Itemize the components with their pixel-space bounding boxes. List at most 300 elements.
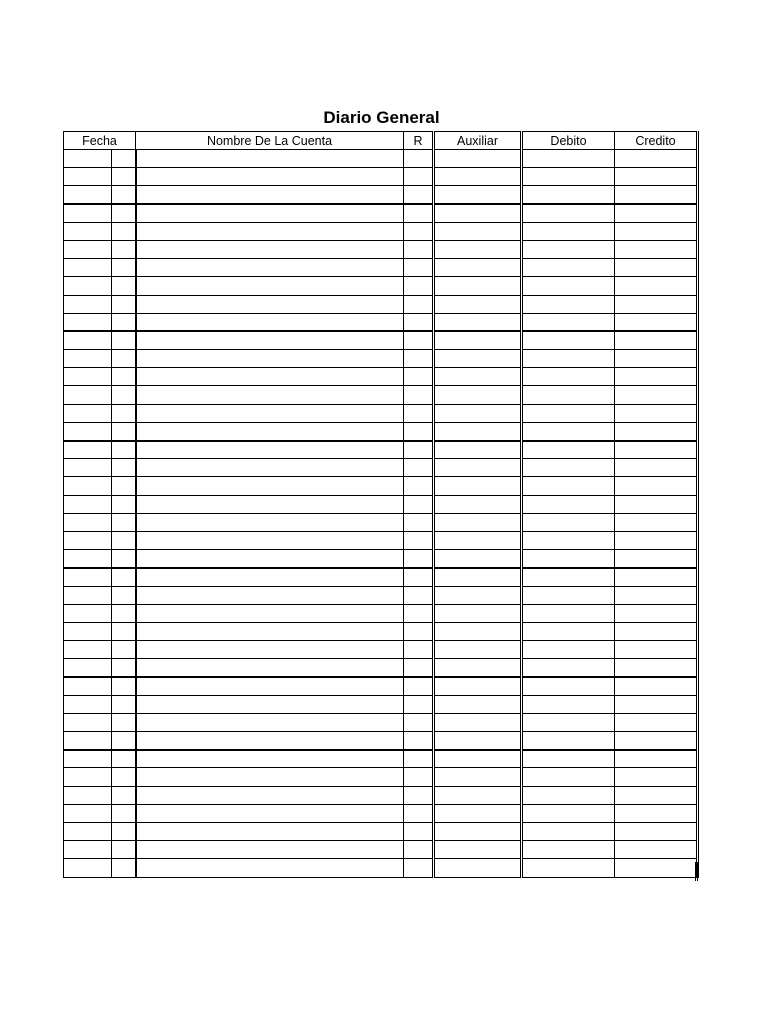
cell-fecha-day[interactable] [112,568,136,586]
cell-debito[interactable] [522,568,615,586]
cell-nombre-de-la-cuenta[interactable] [136,659,404,677]
cell-debito[interactable] [522,695,615,713]
cell-credito[interactable] [615,240,698,258]
cell-nombre-de-la-cuenta[interactable] [136,150,404,168]
cell-nombre-de-la-cuenta[interactable] [136,695,404,713]
cell-r[interactable] [404,404,434,422]
cell-nombre-de-la-cuenta[interactable] [136,204,404,222]
cell-fecha-day[interactable] [112,404,136,422]
cell-fecha-day[interactable] [112,786,136,804]
cell-fecha-month[interactable] [64,732,112,750]
cell-r[interactable] [404,695,434,713]
cell-fecha-day[interactable] [112,586,136,604]
cell-credito[interactable] [615,441,698,459]
column-header-nombre-de-la-cuenta: Nombre De La Cuenta [136,132,404,150]
cell-r[interactable] [404,750,434,768]
cell-fecha-day[interactable] [112,713,136,731]
table-row [64,677,698,695]
cell-credito[interactable] [615,313,698,331]
cell-fecha-day[interactable] [112,313,136,331]
cell-r[interactable] [404,331,434,349]
cell-auxiliar[interactable] [434,550,522,568]
cell-debito[interactable] [522,586,615,604]
cell-credito[interactable] [615,550,698,568]
cell-credito[interactable] [615,677,698,695]
cell-auxiliar[interactable] [434,822,522,840]
cell-fecha-day[interactable] [112,477,136,495]
cell-debito[interactable] [522,531,615,549]
cell-debito[interactable] [522,750,615,768]
cell-fecha-day[interactable] [112,622,136,640]
cell-auxiliar[interactable] [434,586,522,604]
cell-fecha-month[interactable] [64,786,112,804]
cell-r[interactable] [404,459,434,477]
cell-fecha-month[interactable] [64,841,112,859]
cell-credito[interactable] [615,604,698,622]
cell-fecha-day[interactable] [112,331,136,349]
cell-nombre-de-la-cuenta[interactable] [136,550,404,568]
cell-credito[interactable] [615,386,698,404]
cell-fecha-day[interactable] [112,804,136,822]
cell-r[interactable] [404,659,434,677]
cell-fecha-month[interactable] [64,186,112,204]
cell-auxiliar[interactable] [434,477,522,495]
cell-r[interactable] [404,350,434,368]
cell-debito[interactable] [522,477,615,495]
cell-nombre-de-la-cuenta[interactable] [136,295,404,313]
cell-fecha-day[interactable] [112,150,136,168]
cell-debito[interactable] [522,495,615,513]
cell-nombre-de-la-cuenta[interactable] [136,277,404,295]
cell-fecha-day[interactable] [112,768,136,786]
cell-nombre-de-la-cuenta[interactable] [136,477,404,495]
cell-fecha-month[interactable] [64,604,112,622]
cell-r[interactable] [404,822,434,840]
cell-credito[interactable] [615,586,698,604]
cell-auxiliar[interactable] [434,222,522,240]
cell-auxiliar[interactable] [434,240,522,258]
cell-debito[interactable] [522,713,615,731]
cell-r[interactable] [404,513,434,531]
cell-fecha-month[interactable] [64,204,112,222]
cell-nombre-de-la-cuenta[interactable] [136,350,404,368]
cell-fecha-month[interactable] [64,259,112,277]
cell-r[interactable] [404,550,434,568]
cell-r[interactable] [404,641,434,659]
cell-credito[interactable] [615,750,698,768]
cell-fecha-month[interactable] [64,277,112,295]
cell-fecha-day[interactable] [112,259,136,277]
cell-auxiliar[interactable] [434,459,522,477]
cell-auxiliar[interactable] [434,313,522,331]
journal-body [64,150,698,878]
cell-auxiliar[interactable] [434,495,522,513]
cell-nombre-de-la-cuenta[interactable] [136,240,404,258]
cell-debito[interactable] [522,404,615,422]
cell-auxiliar[interactable] [434,295,522,313]
cell-credito[interactable] [615,222,698,240]
cell-r[interactable] [404,732,434,750]
cell-fecha-day[interactable] [112,186,136,204]
cell-fecha-month[interactable] [64,295,112,313]
cell-auxiliar[interactable] [434,786,522,804]
cell-debito[interactable] [522,295,615,313]
cell-debito[interactable] [522,822,615,840]
cell-fecha-month[interactable] [64,822,112,840]
cell-credito[interactable] [615,768,698,786]
cell-credito[interactable] [615,168,698,186]
cell-nombre-de-la-cuenta[interactable] [136,713,404,731]
cell-fecha-month[interactable] [64,568,112,586]
cell-fecha-day[interactable] [112,422,136,440]
cell-fecha-month[interactable] [64,240,112,258]
cell-auxiliar[interactable] [434,168,522,186]
cell-credito[interactable] [615,495,698,513]
cell-fecha-month[interactable] [64,859,112,877]
column-header-credito: Credito [615,132,698,150]
cell-nombre-de-la-cuenta[interactable] [136,459,404,477]
cell-nombre-de-la-cuenta[interactable] [136,222,404,240]
cell-r[interactable] [404,259,434,277]
cell-credito[interactable] [615,641,698,659]
cell-fecha-month[interactable] [64,531,112,549]
cell-credito[interactable] [615,822,698,840]
cell-credito[interactable] [615,259,698,277]
cell-auxiliar[interactable] [434,350,522,368]
cell-r[interactable] [404,768,434,786]
cell-nombre-de-la-cuenta[interactable] [136,168,404,186]
cell-nombre-de-la-cuenta[interactable] [136,750,404,768]
cell-nombre-de-la-cuenta[interactable] [136,495,404,513]
table-row [64,513,698,531]
cell-auxiliar[interactable] [434,732,522,750]
table-row [64,859,698,877]
cell-nombre-de-la-cuenta[interactable] [136,622,404,640]
cell-auxiliar[interactable] [434,768,522,786]
cell-fecha-day[interactable] [112,295,136,313]
table-row [64,368,698,386]
cell-debito[interactable] [522,768,615,786]
cell-fecha-day[interactable] [112,222,136,240]
cell-debito[interactable] [522,204,615,222]
cell-debito[interactable] [522,313,615,331]
cell-auxiliar[interactable] [434,186,522,204]
table-row [64,550,698,568]
cell-credito[interactable] [615,422,698,440]
cell-fecha-month[interactable] [64,622,112,640]
cell-fecha-month[interactable] [64,386,112,404]
cell-nombre-de-la-cuenta[interactable] [136,732,404,750]
cell-r[interactable] [404,186,434,204]
cell-fecha-month[interactable] [64,404,112,422]
cell-fecha-day[interactable] [112,495,136,513]
cell-fecha-month[interactable] [64,459,112,477]
cell-nombre-de-la-cuenta[interactable] [136,368,404,386]
cell-r[interactable] [404,240,434,258]
cell-fecha-month[interactable] [64,313,112,331]
cell-credito[interactable] [615,804,698,822]
cell-nombre-de-la-cuenta[interactable] [136,859,404,877]
cell-auxiliar[interactable] [434,804,522,822]
cell-debito[interactable] [522,659,615,677]
cell-auxiliar[interactable] [434,568,522,586]
cell-auxiliar[interactable] [434,604,522,622]
cell-auxiliar[interactable] [434,259,522,277]
cell-debito[interactable] [522,604,615,622]
cell-debito[interactable] [522,841,615,859]
cell-nombre-de-la-cuenta[interactable] [136,331,404,349]
cell-fecha-month[interactable] [64,695,112,713]
cell-credito[interactable] [615,659,698,677]
cell-debito[interactable] [522,168,615,186]
cell-fecha-day[interactable] [112,513,136,531]
cell-fecha-month[interactable] [64,422,112,440]
cell-credito[interactable] [615,513,698,531]
cell-nombre-de-la-cuenta[interactable] [136,804,404,822]
cell-credito[interactable] [615,732,698,750]
cell-r[interactable] [404,859,434,877]
cell-r[interactable] [404,386,434,404]
cell-debito[interactable] [522,459,615,477]
cell-debito[interactable] [522,859,615,877]
cell-auxiliar[interactable] [434,404,522,422]
cell-nombre-de-la-cuenta[interactable] [136,422,404,440]
cell-auxiliar[interactable] [434,750,522,768]
cell-fecha-month[interactable] [64,641,112,659]
cell-debito[interactable] [522,513,615,531]
cell-fecha-day[interactable] [112,531,136,549]
cell-fecha-day[interactable] [112,550,136,568]
cell-auxiliar[interactable] [434,531,522,549]
cell-credito[interactable] [615,859,698,877]
cell-fecha-day[interactable] [112,168,136,186]
cell-fecha-day[interactable] [112,277,136,295]
cell-fecha-month[interactable] [64,477,112,495]
cell-fecha-month[interactable] [64,350,112,368]
cell-auxiliar[interactable] [434,441,522,459]
cell-fecha-day[interactable] [112,459,136,477]
cell-auxiliar[interactable] [434,150,522,168]
cell-auxiliar[interactable] [434,331,522,349]
cell-fecha-month[interactable] [64,768,112,786]
cell-debito[interactable] [522,240,615,258]
cell-credito[interactable] [615,477,698,495]
cell-auxiliar[interactable] [434,277,522,295]
cell-nombre-de-la-cuenta[interactable] [136,641,404,659]
cell-credito[interactable] [615,459,698,477]
cell-r[interactable] [404,204,434,222]
cell-credito[interactable] [615,204,698,222]
cell-debito[interactable] [522,350,615,368]
table-row [64,804,698,822]
table-row [64,568,698,586]
cell-credito[interactable] [615,350,698,368]
cell-nombre-de-la-cuenta[interactable] [136,441,404,459]
cell-nombre-de-la-cuenta[interactable] [136,531,404,549]
cell-credito[interactable] [615,277,698,295]
cell-debito[interactable] [522,622,615,640]
cell-fecha-month[interactable] [64,513,112,531]
cell-debito[interactable] [522,368,615,386]
cell-fecha-month[interactable] [64,804,112,822]
cell-fecha-day[interactable] [112,368,136,386]
cell-auxiliar[interactable] [434,204,522,222]
cell-r[interactable] [404,568,434,586]
cell-fecha-month[interactable] [64,222,112,240]
cell-debito[interactable] [522,441,615,459]
table-row [64,641,698,659]
cell-fecha-month[interactable] [64,150,112,168]
cell-fecha-month[interactable] [64,331,112,349]
cell-fecha-month[interactable] [64,441,112,459]
cell-nombre-de-la-cuenta[interactable] [136,822,404,840]
cell-fecha-day[interactable] [112,859,136,877]
cell-auxiliar[interactable] [434,713,522,731]
cell-fecha-month[interactable] [64,677,112,695]
cell-debito[interactable] [522,222,615,240]
cell-fecha-month[interactable] [64,495,112,513]
cell-credito[interactable] [615,713,698,731]
cell-r[interactable] [404,277,434,295]
cell-debito[interactable] [522,550,615,568]
cell-auxiliar[interactable] [434,422,522,440]
cell-credito[interactable] [615,568,698,586]
cell-nombre-de-la-cuenta[interactable] [136,604,404,622]
cell-credito[interactable] [615,786,698,804]
cell-debito[interactable] [522,422,615,440]
cell-auxiliar[interactable] [434,622,522,640]
cell-r[interactable] [404,313,434,331]
cell-r[interactable] [404,150,434,168]
cell-nombre-de-la-cuenta[interactable] [136,404,404,422]
cell-nombre-de-la-cuenta[interactable] [136,786,404,804]
cell-nombre-de-la-cuenta[interactable] [136,586,404,604]
cell-fecha-day[interactable] [112,204,136,222]
cell-r[interactable] [404,713,434,731]
cell-nombre-de-la-cuenta[interactable] [136,259,404,277]
cell-r[interactable] [404,477,434,495]
cell-credito[interactable] [615,186,698,204]
cell-credito[interactable] [615,368,698,386]
cell-fecha-month[interactable] [64,750,112,768]
cell-auxiliar[interactable] [434,513,522,531]
cell-fecha-day[interactable] [112,732,136,750]
table-row [64,622,698,640]
cell-fecha-day[interactable] [112,677,136,695]
cell-fecha-day[interactable] [112,350,136,368]
cell-fecha-day[interactable] [112,841,136,859]
cell-debito[interactable] [522,186,615,204]
cell-fecha-month[interactable] [64,168,112,186]
cell-credito[interactable] [615,841,698,859]
cell-auxiliar[interactable] [434,677,522,695]
cell-nombre-de-la-cuenta[interactable] [136,841,404,859]
cell-debito[interactable] [522,641,615,659]
cell-r[interactable] [404,841,434,859]
cell-r[interactable] [404,441,434,459]
cell-debito[interactable] [522,150,615,168]
cell-auxiliar[interactable] [434,859,522,877]
cell-nombre-de-la-cuenta[interactable] [136,186,404,204]
cell-nombre-de-la-cuenta[interactable] [136,768,404,786]
cell-nombre-de-la-cuenta[interactable] [136,677,404,695]
journal-table [63,131,699,878]
cell-fecha-month[interactable] [64,550,112,568]
cell-fecha-day[interactable] [112,441,136,459]
cell-credito[interactable] [615,331,698,349]
cell-r[interactable] [404,368,434,386]
cell-debito[interactable] [522,386,615,404]
cell-credito[interactable] [615,295,698,313]
cell-credito[interactable] [615,695,698,713]
cell-fecha-day[interactable] [112,659,136,677]
cell-r[interactable] [404,422,434,440]
cell-debito[interactable] [522,804,615,822]
table-row [64,750,698,768]
cell-r[interactable] [404,786,434,804]
table-row [64,786,698,804]
cell-fecha-month[interactable] [64,586,112,604]
cell-debito[interactable] [522,259,615,277]
cell-fecha-day[interactable] [112,695,136,713]
table-row [64,659,698,677]
cell-r[interactable] [404,222,434,240]
cell-nombre-de-la-cuenta[interactable] [136,568,404,586]
cell-fecha-day[interactable] [112,604,136,622]
cell-r[interactable] [404,495,434,513]
cell-fecha-day[interactable] [112,750,136,768]
cell-credito[interactable] [615,531,698,549]
cell-credito[interactable] [615,622,698,640]
cell-credito[interactable] [615,150,698,168]
table-row [64,732,698,750]
cell-debito[interactable] [522,677,615,695]
cell-r[interactable] [404,586,434,604]
cell-r[interactable] [404,168,434,186]
cell-debito[interactable] [522,277,615,295]
cell-nombre-de-la-cuenta[interactable] [136,313,404,331]
table-row [64,295,698,313]
table-row [64,531,698,549]
cell-credito[interactable] [615,404,698,422]
cell-fecha-day[interactable] [112,641,136,659]
cell-auxiliar[interactable] [434,368,522,386]
cell-fecha-month[interactable] [64,659,112,677]
cell-r[interactable] [404,677,434,695]
cell-r[interactable] [404,531,434,549]
cell-auxiliar[interactable] [434,641,522,659]
cell-r[interactable] [404,295,434,313]
cell-debito[interactable] [522,786,615,804]
cell-auxiliar[interactable] [434,386,522,404]
cell-auxiliar[interactable] [434,659,522,677]
cell-fecha-month[interactable] [64,368,112,386]
cell-auxiliar[interactable] [434,841,522,859]
cell-fecha-month[interactable] [64,713,112,731]
cell-r[interactable] [404,622,434,640]
cell-debito[interactable] [522,732,615,750]
cell-nombre-de-la-cuenta[interactable] [136,513,404,531]
cell-auxiliar[interactable] [434,695,522,713]
cell-fecha-day[interactable] [112,822,136,840]
cell-r[interactable] [404,804,434,822]
cell-debito[interactable] [522,331,615,349]
cell-fecha-day[interactable] [112,386,136,404]
cell-fecha-day[interactable] [112,240,136,258]
cell-nombre-de-la-cuenta[interactable] [136,386,404,404]
column-header-auxiliar: Auxiliar [434,132,522,150]
cell-r[interactable] [404,604,434,622]
